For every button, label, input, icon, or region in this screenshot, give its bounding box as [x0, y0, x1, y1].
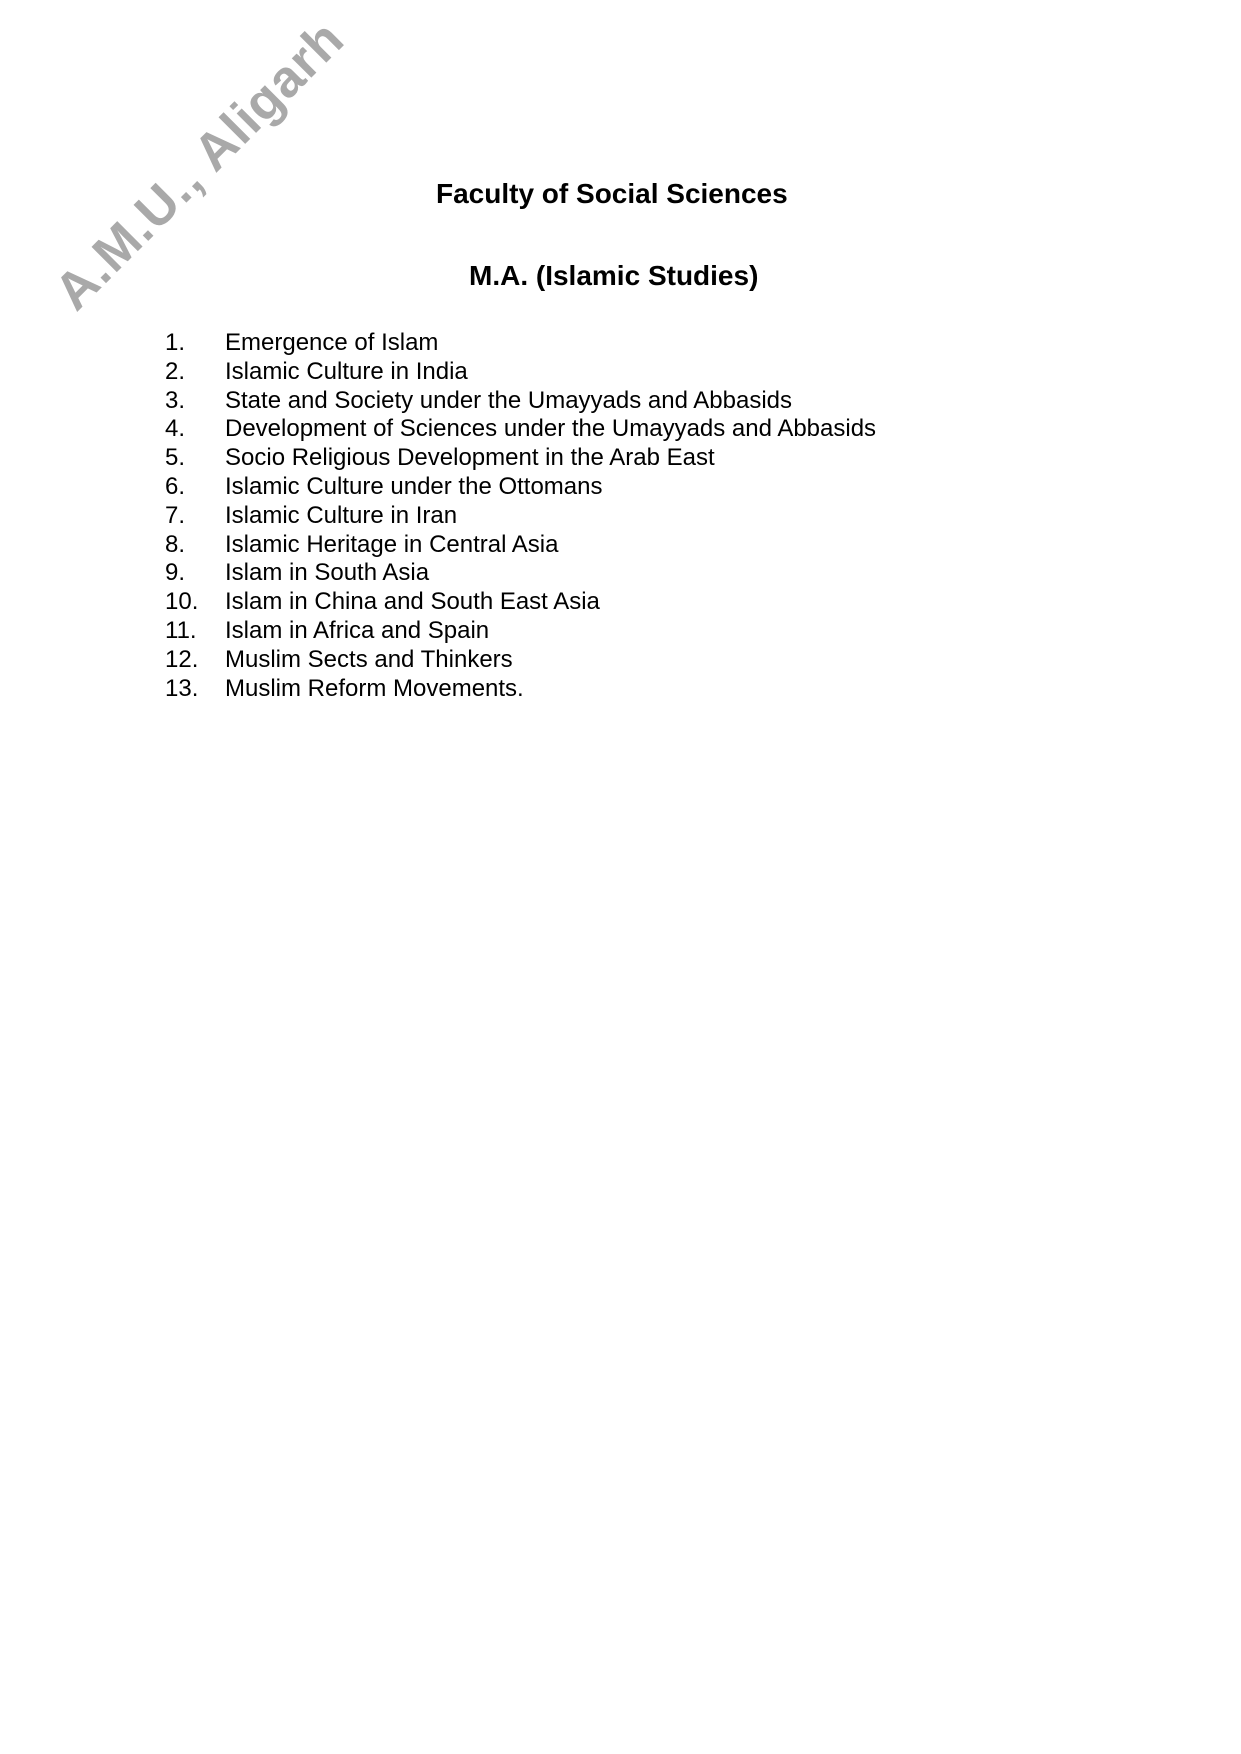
course-name: Islam in Africa and Spain [225, 616, 490, 644]
course-item [165, 531, 876, 560]
faculty-title: Faculty of Social Sciences [436, 178, 788, 209]
course-number: 12. [165, 645, 199, 673]
course-number: 1. [165, 329, 186, 356]
course-number: 10. [165, 588, 199, 616]
course-name: Socio Religious Development in the Arab East [225, 444, 715, 472]
course-item [165, 415, 876, 444]
course-number: 3. [165, 386, 186, 414]
course-name: State and Society under the Umayyads and Abbasids [225, 386, 793, 414]
course-number: 4. [165, 415, 186, 443]
course-item [165, 675, 876, 704]
course-item [165, 473, 876, 502]
course-name: Muslim Sects and Thinkers [225, 645, 513, 673]
course-number: 2. [165, 357, 186, 385]
course-name: Islam in South Asia [225, 559, 430, 587]
course-name: Muslim Reform Movements. [225, 674, 524, 702]
course-item [165, 387, 876, 416]
course-name: Islamic Heritage in Central Asia [225, 530, 559, 558]
course-item [165, 329, 876, 358]
course-list [165, 329, 876, 703]
course-number: 7. [165, 501, 186, 529]
course-item [165, 646, 876, 675]
course-name: Emergence of Islam [225, 329, 439, 356]
course-item [165, 444, 876, 473]
course-number: 5. [165, 444, 186, 472]
course-name: Islamic Culture in India [225, 357, 468, 385]
course-number: 11. [165, 616, 197, 644]
watermark-text: A.M.U., Aligarh [43, 9, 356, 322]
course-item [165, 617, 876, 646]
course-name: Islam in China and South East Asia [225, 588, 600, 616]
course-item [165, 358, 876, 387]
course-name: Islamic Culture in Iran [225, 501, 458, 529]
course-name: Development of Sciences under the Umayyads and Abbasids [225, 415, 877, 443]
course-number: 8. [165, 530, 186, 558]
course-name: Islamic Culture under the Ottomans [225, 472, 603, 500]
course-number: 6. [165, 472, 186, 500]
program-title: M.A. (Islamic Studies) [469, 260, 759, 291]
course-item [165, 588, 876, 617]
course-number: 9. [165, 559, 186, 587]
course-number: 13. [165, 674, 199, 702]
course-item [165, 502, 876, 531]
course-item [165, 559, 876, 588]
